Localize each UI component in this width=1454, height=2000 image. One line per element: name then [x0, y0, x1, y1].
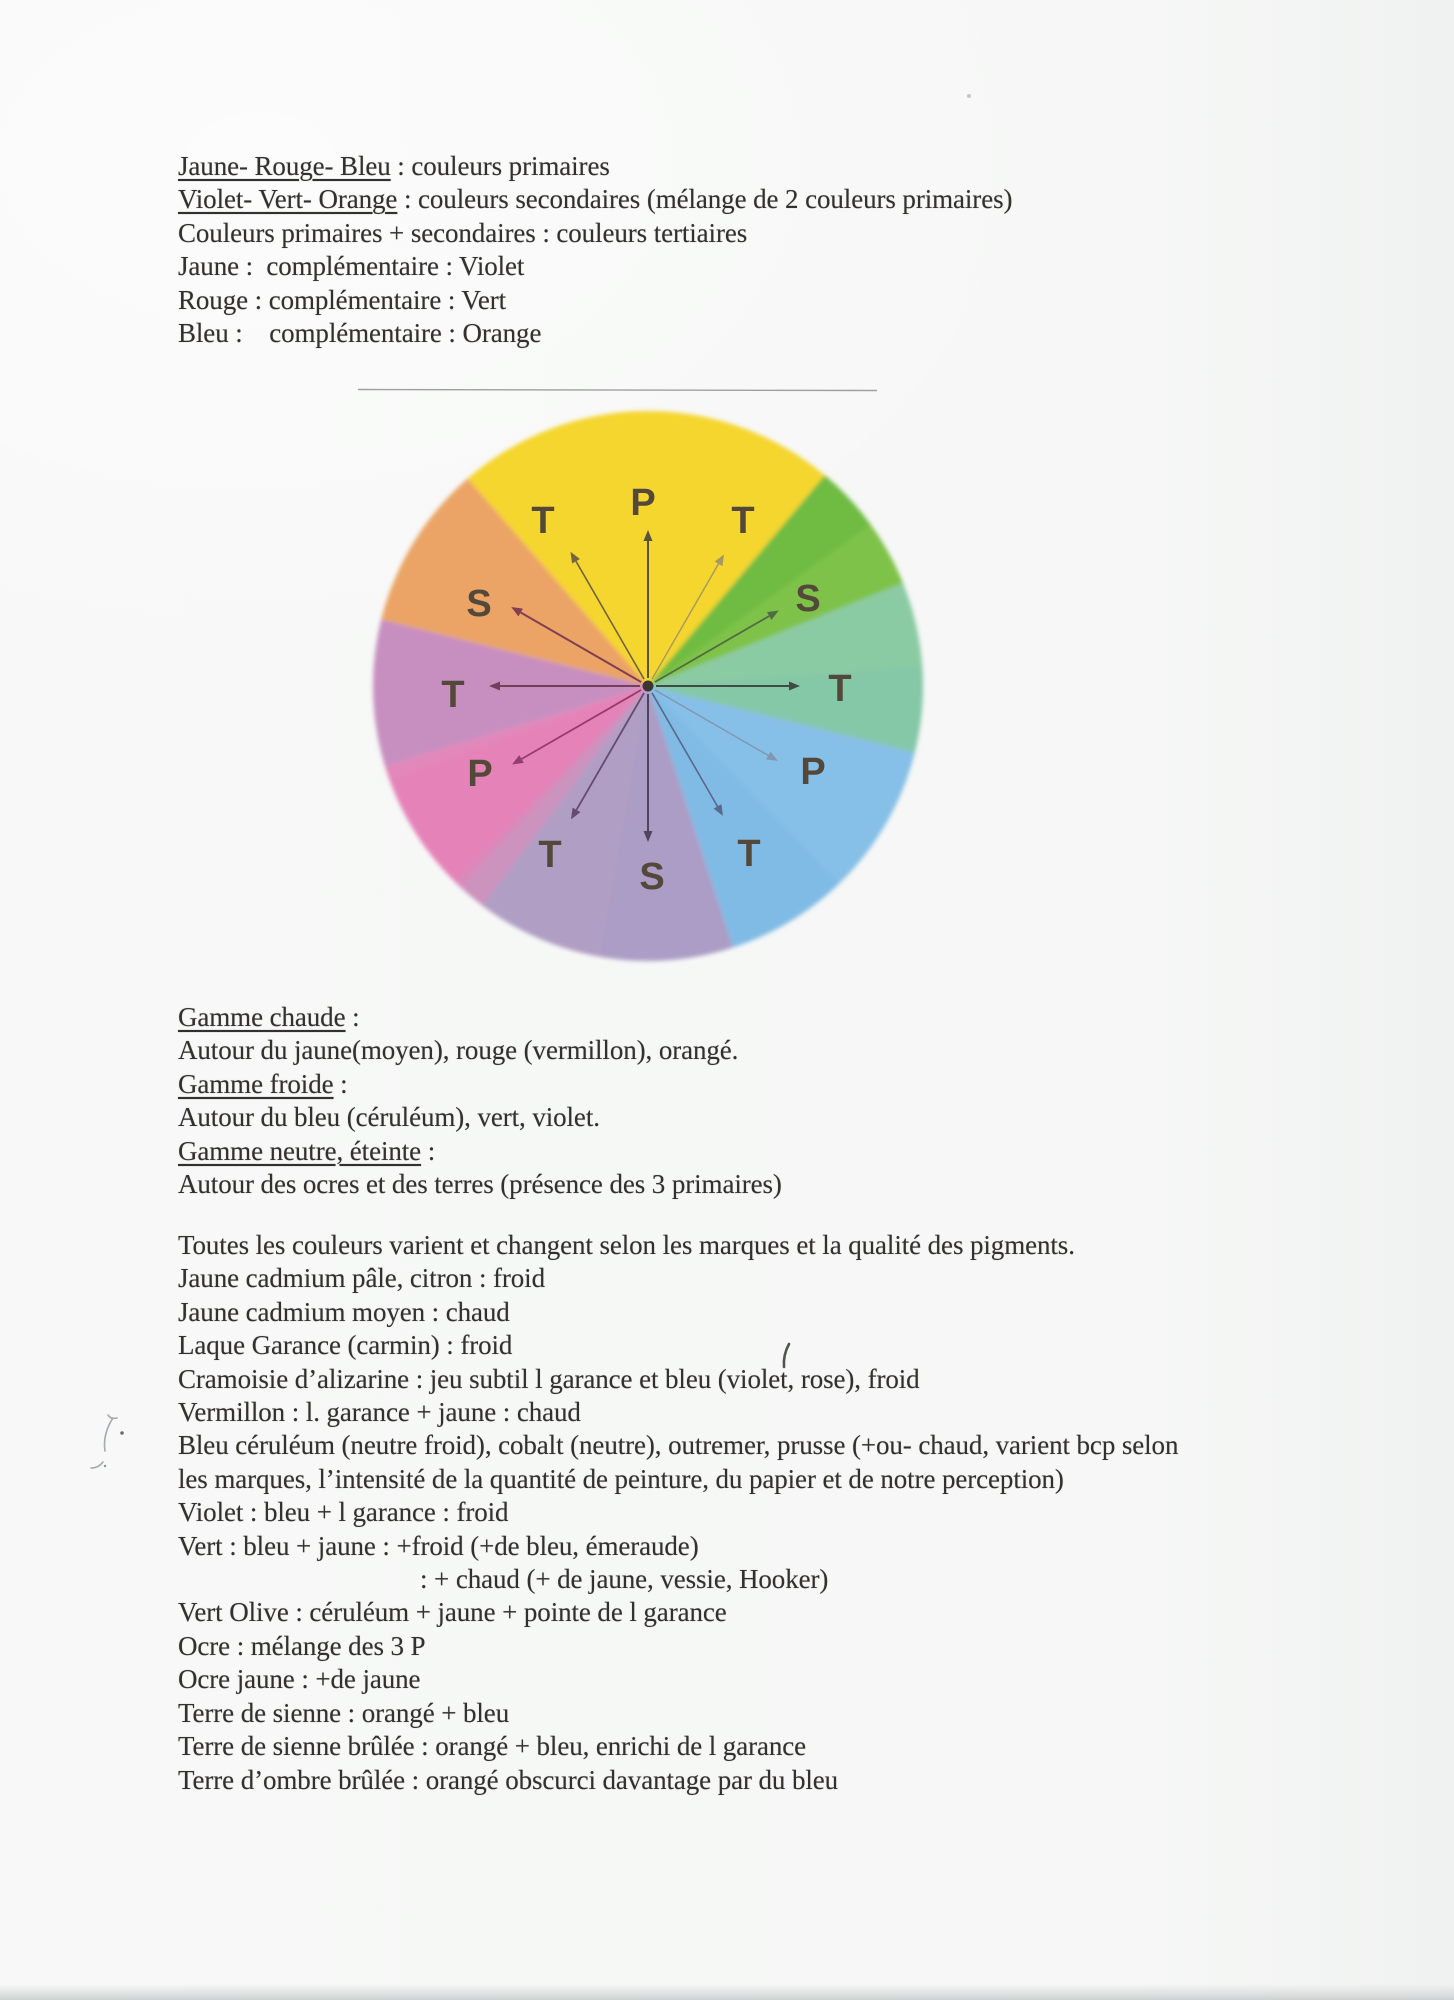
text-line — [178, 1396, 1178, 1429]
wheel-label: S — [639, 856, 665, 898]
text-segment: Violet : bleu + l garance : froid — [178, 1497, 509, 1528]
text-segment: Ocre : mélange des 3 P — [178, 1630, 426, 1661]
text-line — [178, 1329, 1178, 1362]
text-line — [178, 284, 1012, 317]
text-segment: Couleurs primaires + secondaires : couleurs tertiaires — [178, 217, 748, 248]
wheel-label: T — [441, 674, 465, 716]
text-segment: Autour du jaune(moyen), rouge (vermillon), orangé. — [178, 1035, 739, 1066]
divider-line — [358, 390, 877, 391]
text-segment: Rouge : complémentaire : Vert — [178, 284, 507, 315]
text-segment: Bleu céruléum (neutre froid), cobalt (neutre), outremer, prusse (+ou- chaud, varient bcp selon — [178, 1430, 1179, 1461]
underlined-text: Gamme chaude — [178, 1002, 346, 1032]
text-segment: Autour des ocres et des terres (présence des 3 primaires) — [178, 1169, 782, 1200]
text-segment: : — [345, 1002, 360, 1032]
text-segment: Bleu : complémentaire : Orange — [178, 318, 542, 349]
underlined-text: Jaune- Rouge- Bleu — [178, 151, 391, 181]
text-line — [178, 1296, 1178, 1329]
wheel-center-dot — [643, 681, 654, 692]
text-segment: : + chaud (+ de jaune, vessie, Hooker) — [420, 1564, 829, 1595]
text-segment: : — [421, 1135, 436, 1166]
text-segment: Cramoisie d’alizarine : jeu subtil l garance et bleu (violet, rose), froid — [178, 1363, 920, 1394]
text-segment: Autour du bleu (céruléum), vert, violet. — [178, 1102, 600, 1133]
pencil-dot-mark — [104, 1465, 106, 1467]
text-segment: : couleurs primaires — [390, 151, 610, 181]
text-line — [178, 1001, 782, 1034]
text-line — [178, 1596, 1178, 1629]
text-line — [178, 1229, 1178, 1262]
text-segment: Jaune cadmium moyen : chaud — [178, 1296, 510, 1327]
text-segment: : couleurs secondaires (mélange de 2 couleurs primaires) — [397, 184, 1013, 215]
text-line — [178, 1630, 1178, 1663]
underlined-text: Gamme neutre, éteinte — [178, 1135, 422, 1166]
underlined-text: Gamme froide — [178, 1068, 334, 1099]
text-segment: Terre de sienne : orangé + bleu — [178, 1697, 510, 1728]
text-line — [178, 1463, 1178, 1496]
text-line — [178, 183, 1012, 216]
text-line — [178, 1101, 782, 1134]
text-line — [178, 317, 1012, 350]
text-line — [178, 1429, 1178, 1462]
wheel-label: T — [737, 833, 761, 875]
text-line — [178, 1168, 782, 1201]
text-segment: Jaune cadmium pâle, citron : froid — [178, 1263, 545, 1294]
wheel-label: T — [531, 500, 555, 542]
text-line — [178, 1563, 1178, 1596]
text-segment: Vert : bleu + jaune : +froid (+de bleu, émeraude) — [178, 1530, 699, 1561]
text-line — [178, 1068, 782, 1101]
text-segment: Vert Olive : céruléum + jaune + pointe de l garance — [178, 1597, 727, 1628]
wheel-label: P — [800, 751, 826, 793]
text-line — [178, 1135, 782, 1168]
notes-block — [178, 1229, 1178, 1797]
wheel-label: P — [630, 482, 656, 524]
text-segment: Jaune : complémentaire : Violet — [178, 251, 525, 282]
text-line — [178, 1496, 1178, 1529]
text-line — [178, 217, 1012, 250]
pencil-squiggle-mark — [91, 1415, 117, 1468]
text-segment: Terre d’ombre brûlée : orangé obscurci davantage par du bleu — [178, 1764, 839, 1795]
intro-block — [178, 150, 1012, 350]
text-line — [178, 1530, 1178, 1563]
wheel-label: P — [467, 753, 493, 795]
text-line — [178, 1034, 782, 1067]
text-segment: Terre de sienne brûlée : orangé + bleu, enrichi de l garance — [178, 1731, 807, 1762]
text-line — [178, 1697, 1178, 1730]
wheel-label: T — [731, 500, 755, 542]
text-line — [178, 1663, 1178, 1696]
wheel-label: S — [466, 583, 492, 625]
text-segment: : — [333, 1068, 348, 1099]
text-segment: Ocre jaune : +de jaune — [178, 1664, 421, 1695]
wheel-label: T — [538, 834, 562, 876]
underlined-text: Violet- Vert- Orange — [178, 184, 398, 215]
text-line — [178, 1363, 1178, 1396]
wheel-label: T — [828, 668, 852, 710]
text-segment: Laque Garance (carmin) : froid — [178, 1330, 513, 1361]
text-segment: Toutes les couleurs varient et changent selon les marques et la qualité des pigments. — [178, 1230, 1075, 1260]
text-line — [178, 1730, 1178, 1763]
gamme-block — [178, 1001, 782, 1201]
text-line — [178, 1262, 1178, 1295]
text-segment: les marques, l’intensité de la quantité de peinture, du papier et de notre perception) — [178, 1463, 1064, 1494]
text-segment: Vermillon : l. garance + jaune : chaud — [178, 1397, 581, 1428]
paper-speck — [967, 94, 971, 98]
text-line — [178, 1764, 1178, 1797]
wheel-label: S — [795, 578, 821, 620]
text-line — [178, 250, 1012, 283]
page-bottom-edge — [0, 1984, 1454, 2000]
pencil-dot-mark — [120, 1431, 124, 1435]
text-line — [178, 150, 1012, 183]
